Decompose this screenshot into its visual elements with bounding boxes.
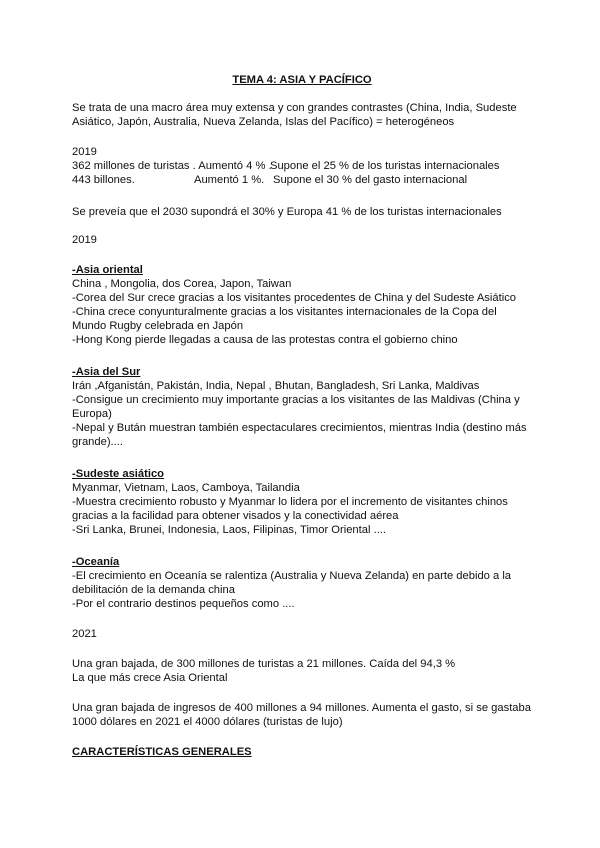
region-line: -Sri Lanka, Brunei, Indonesia, Laos, Filipinas, Timor Oriental .... xyxy=(72,524,387,536)
forecast-paragraph xyxy=(72,205,532,219)
stats-row-spending xyxy=(72,173,532,187)
region-line: -Corea del Sur crece gracias a los visitantes procedentes de China y del Sudeste Asiático xyxy=(72,292,517,304)
year-2019-label: 2019 xyxy=(72,234,97,246)
region-asia-sur xyxy=(72,365,532,449)
p2021-line: La que más crece Asia Oriental xyxy=(72,672,228,684)
page-title: TEMA 4: ASIA Y PACÍFICO xyxy=(232,74,372,86)
paragraph-2021-income xyxy=(72,701,532,729)
region-line: -Hong Kong pierde llegadas a causa de las protestas contra el gobierno chino xyxy=(72,334,458,346)
region-line: -China crece conyunturalmente gracias a los visitantes internacionales de la Copa del Mundo Rugby celebrada en Japón xyxy=(72,306,497,332)
intro-text: Se trata de una macro área muy extensa y con grandes contrastes (China, India, Sudeste Asiático, Japón, Australia, Nueva Zelanda, Islas del Pacífico) = heterogéneos xyxy=(72,102,517,128)
region-line: -El crecimiento en Oceanía se ralentiza (Australia y Nueva Zelanda) en parte debido a la debilitación de la demanda china xyxy=(72,570,512,596)
region-line: Myanmar, Vietnam, Laos, Camboya, Tailandia xyxy=(72,482,300,494)
stats-row2-a: 443 billones. xyxy=(72,174,135,186)
region-line: China , Mongolia, dos Corea, Japon, Taiwan xyxy=(72,278,292,290)
region-line: -Consigue un crecimiento muy importante gracias a los visitantes de las Maldivas (China y Europa) xyxy=(72,394,520,420)
section-heading-caracteristicas: CARACTERÍSTICAS GENERALES xyxy=(72,746,252,758)
region-heading: -Asia del Sur xyxy=(72,366,141,378)
region-line: -Por el contrario destinos pequeños como .... xyxy=(72,598,295,610)
stats-row2-a2: Aumentó 1 %. xyxy=(194,174,265,186)
region-heading: -Oceanía xyxy=(72,556,120,568)
region-heading: -Asia oriental xyxy=(72,264,143,276)
intro-paragraph xyxy=(72,101,532,129)
p2021-line: Una gran bajada, de 300 millones de turistas a 21 millones. Caída del 94,3 % xyxy=(72,658,456,670)
p2021-income-text: Una gran bajada de ingresos de 400 millones a 94 millones. Aumenta el gasto, si se gastaba 1000 dólares en 2021 el 4000 dólares (turistas de lujo) xyxy=(72,702,531,728)
stats-row2-b: Supone el 30 % del gasto internacional xyxy=(273,174,468,186)
stats-row-tourists xyxy=(72,159,532,173)
year-2021-label: 2021 xyxy=(72,628,97,640)
region-line: Irán ,Afganistán, Pakistán, India, Nepal , Bhutan, Bangladesh, Sri Lanka, Maldivas xyxy=(72,380,480,392)
region-line: -Muestra crecimiento robusto y Myanmar lo lidera por el incremento de visitantes chinos gracias a la facilidad para obtener visados y la conectividad aérea xyxy=(72,496,508,522)
forecast-text: Se preveía que el 2030 supondrá el 30% y Europa 41 % de los turistas internacionales xyxy=(72,206,502,218)
stats-row1-b: Supone el 25 % de los turistas internacionales xyxy=(270,160,500,172)
region-sudeste-asiatico xyxy=(72,467,532,537)
stats-block xyxy=(72,145,532,187)
region-heading: -Sudeste asiático xyxy=(72,468,165,480)
region-asia-oriental xyxy=(72,263,532,347)
region-line: -Nepal y Bután muestran también espectaculares crecimientos, mientras India (destino más grande).... xyxy=(72,422,527,448)
stats-year: 2019 xyxy=(72,146,97,158)
paragraph-2021-tourists xyxy=(72,657,532,685)
stats-row1-a: 362 millones de turistas . Aumentó 4 % . xyxy=(72,160,272,172)
region-oceania xyxy=(72,555,532,611)
